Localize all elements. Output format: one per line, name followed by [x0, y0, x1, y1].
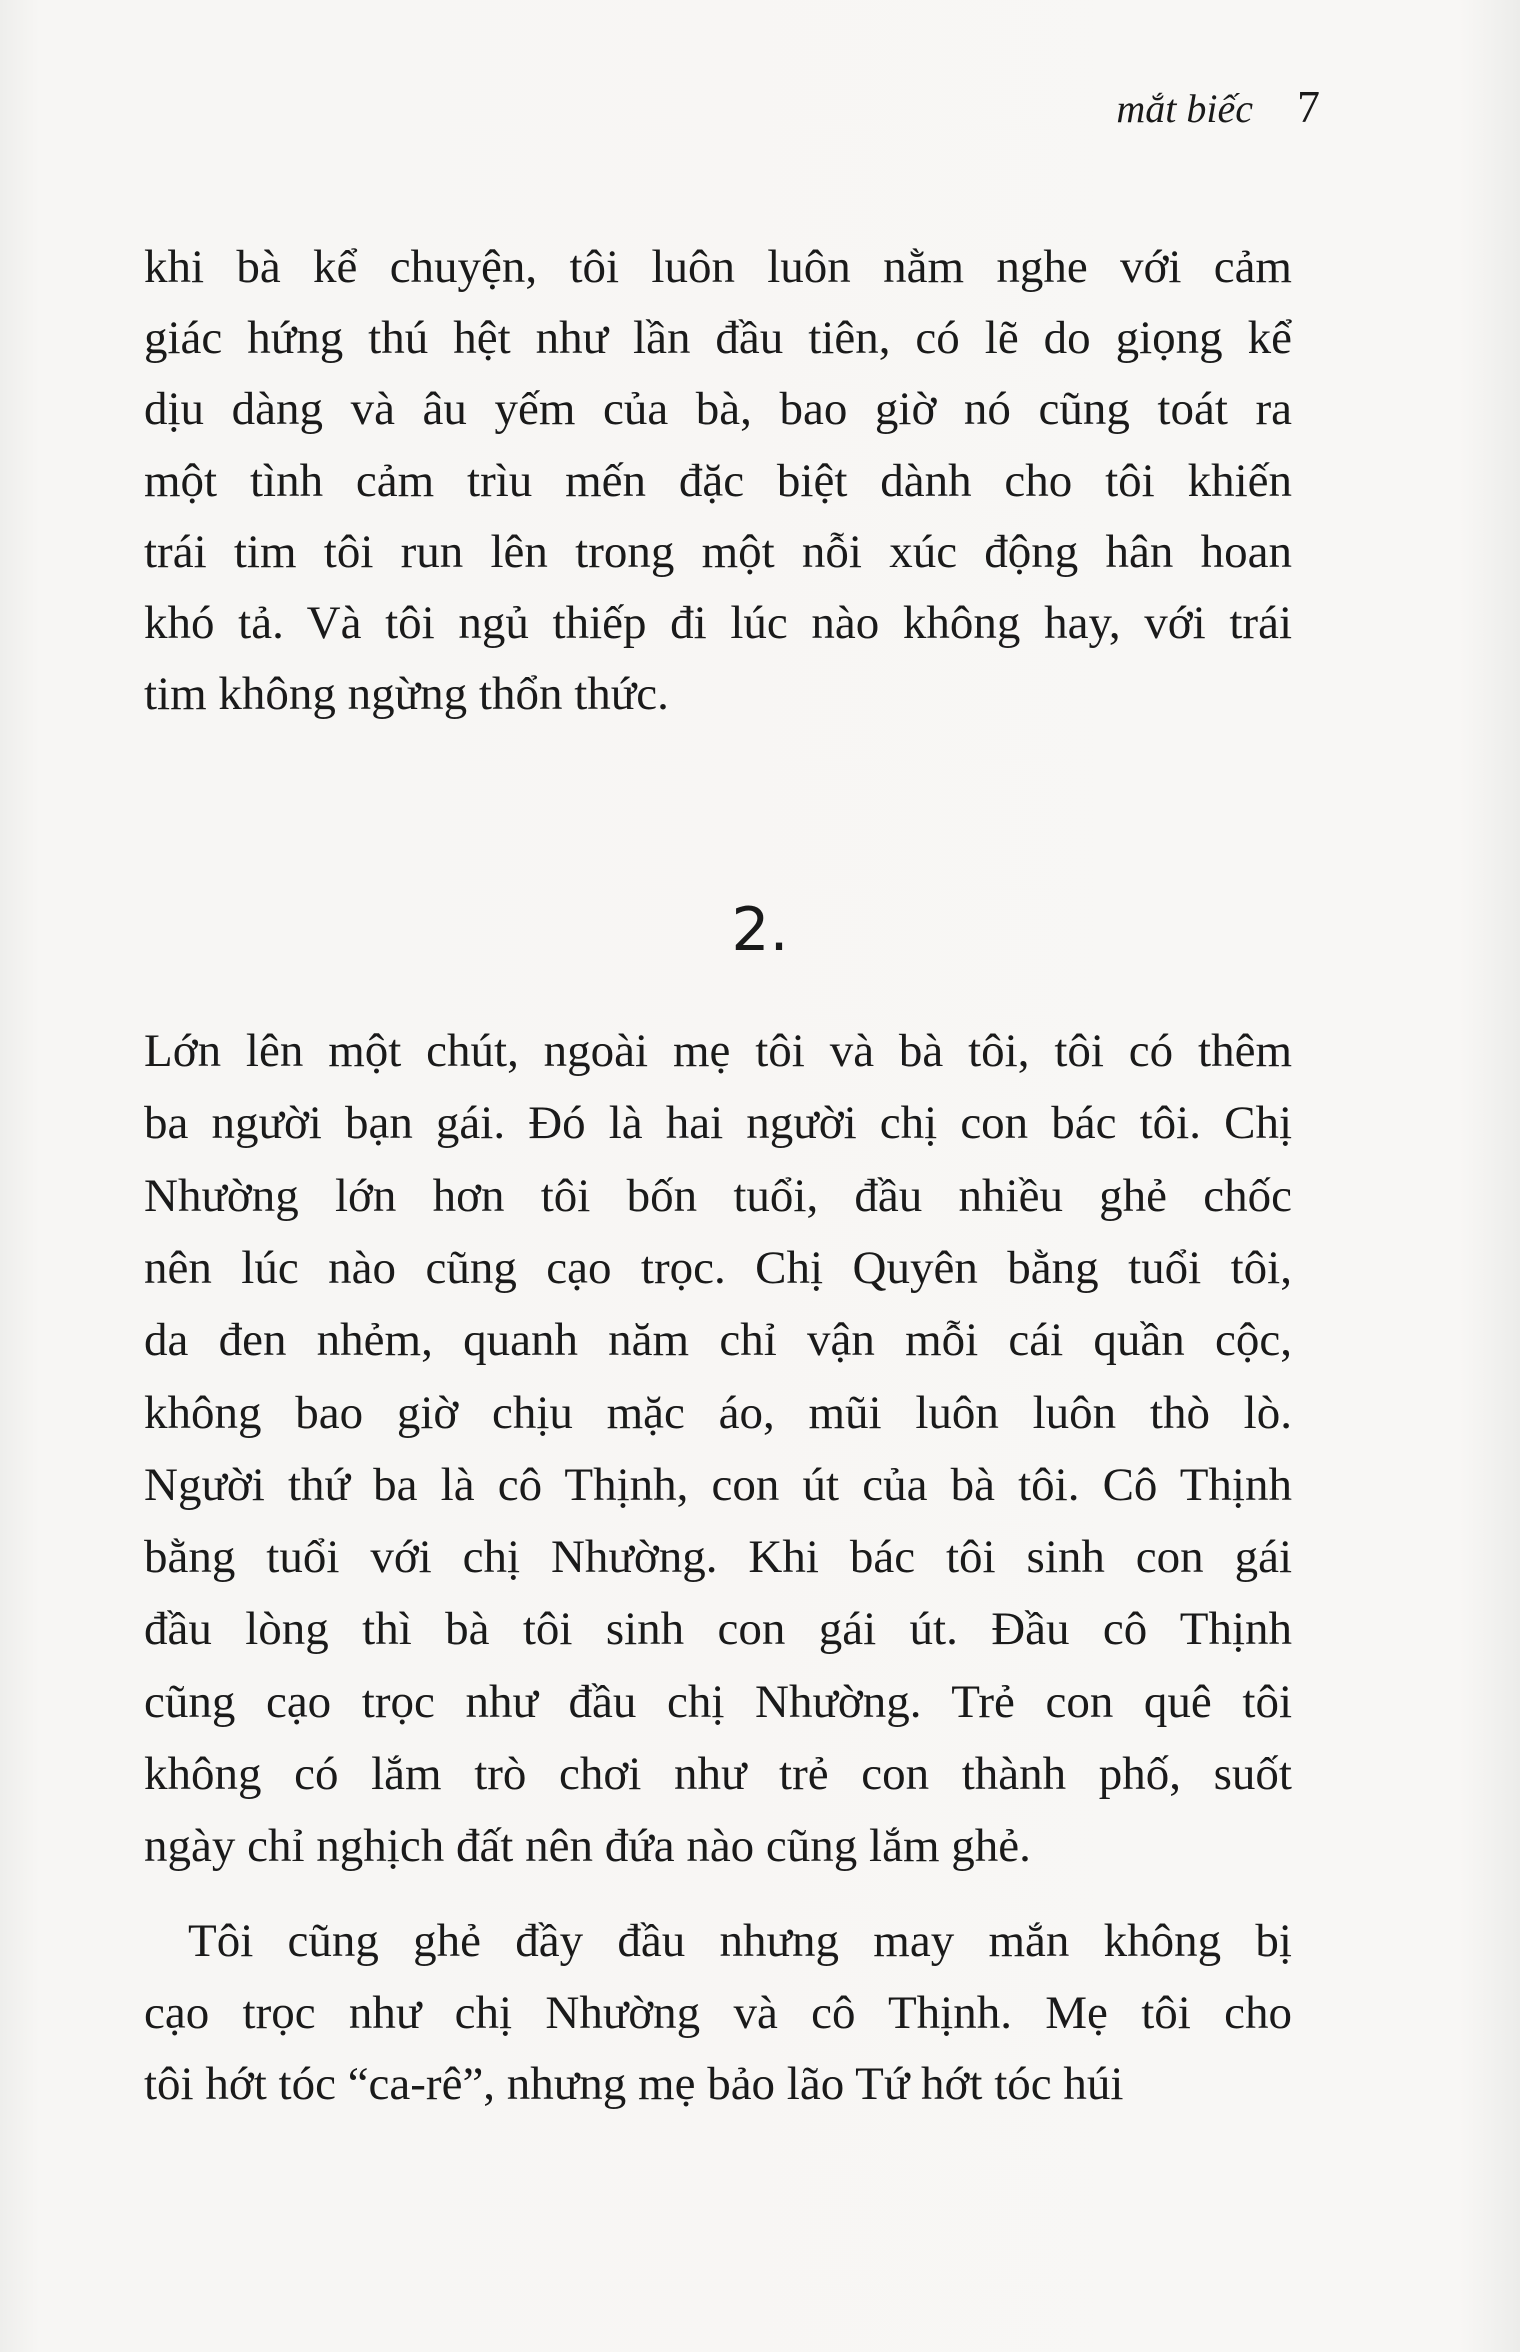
text-line: Người thứ ba là cô Thịnh, con út của bà tôi. Cô Thịnh [144, 1458, 1292, 1511]
text-line: không có lắm trò chơi như trẻ con thành phố, suốt [144, 1748, 1292, 1800]
text-line: không bao giờ chịu mặc áo, mũi luôn luôn thò lò. [144, 1386, 1292, 1439]
text-line: Tôi cũng ghẻ đầy đầu nhưng may mắn không bị [188, 1915, 1292, 1967]
text-line: bằng tuổi với chị Nhường. Khi bác tôi sinh con gái [144, 1531, 1292, 1584]
text-line: tim không ngừng thổn thức. [144, 668, 669, 721]
text-line: một tình cảm trìu mến đặc biệt dành cho tôi khiến [144, 454, 1292, 507]
page-number: 7 [1297, 81, 1320, 132]
text-line: ngày chỉ nghịch đất nên đứa nào cũng lắm ghẻ. [144, 1820, 1031, 1873]
text-line: ba người bạn gái. Đó là hai người chị con bác tôi. Chị [144, 1097, 1292, 1150]
text-line: nên lúc nào cũng cạo trọc. Chị Quyên bằng tuổi tôi, [144, 1241, 1292, 1294]
running-title: mắt biếc [1116, 86, 1253, 131]
text-line: trái tim tôi run lên trong một nỗi xúc động hân hoan [144, 525, 1292, 578]
chapter-heading: 2. [731, 895, 789, 965]
text-line: khi bà kể chuyện, tôi luôn luôn nằm nghe với cảm [144, 241, 1292, 293]
text-line: cạo trọc như chị Nhường và cô Thịnh. Mẹ tôi cho [144, 1986, 1292, 2039]
page-header [1116, 80, 1320, 133]
text-line: Lớn lên một chút, ngoài mẹ tôi và bà tôi, tôi có thêm [144, 1025, 1292, 1077]
text-line: đầu lòng thì bà tôi sinh con gái út. Đầu cô Thịnh [144, 1603, 1292, 1656]
text-line: giác hứng thú hệt như lần đầu tiên, có lẽ do giọng kể [144, 312, 1292, 365]
text-line: da đen nhẻm, quanh năm chỉ vận mỗi cái quần cộc, [144, 1314, 1292, 1367]
text-line: tôi hớt tóc “ca-rê”, nhưng mẹ bảo lão Tứ hớt tóc húi [144, 2058, 1124, 2110]
text-line: dịu dàng và âu yếm của bà, bao giờ nó cũng toát ra [144, 383, 1292, 436]
text-line: cũng cạo trọc như đầu chị Nhường. Trẻ con quê tôi [144, 1675, 1292, 1728]
text-line: Nhường lớn hơn tôi bốn tuổi, đầu nhiều ghẻ chốc [144, 1169, 1292, 1222]
text-line: khó tả. Và tôi ngủ thiếp đi lúc nào không hay, với trái [144, 597, 1292, 649]
